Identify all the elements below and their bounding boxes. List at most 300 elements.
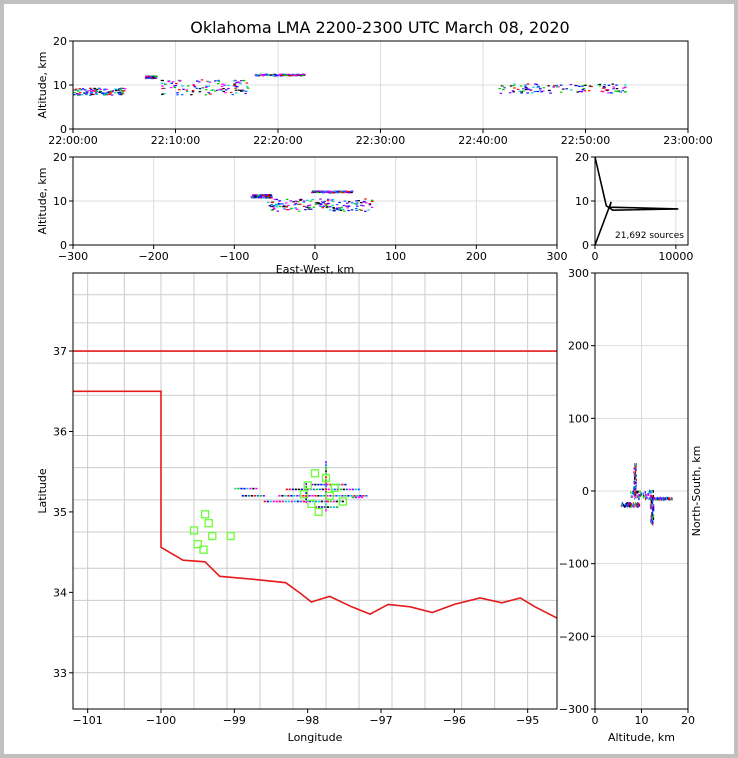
source-point — [624, 84, 627, 85]
source-point — [300, 501, 302, 503]
source-point — [540, 91, 543, 92]
source-point — [328, 206, 331, 207]
source-point — [652, 508, 653, 511]
source-point — [362, 495, 364, 497]
source-point — [85, 93, 88, 94]
source-point — [326, 206, 329, 207]
source-point — [348, 201, 351, 202]
lma-station-marker — [227, 533, 234, 540]
source-point — [634, 497, 635, 500]
source-point — [194, 86, 197, 87]
source-point — [346, 203, 349, 204]
source-point — [360, 202, 363, 203]
source-point — [358, 489, 360, 491]
source-point — [651, 490, 652, 493]
x-tick-label: −98 — [296, 714, 320, 727]
source-point — [316, 489, 318, 491]
source-point — [296, 209, 299, 210]
height-histogram-plot — [575, 151, 693, 263]
source-point — [208, 86, 211, 87]
source-point — [111, 94, 114, 95]
source-point — [615, 85, 618, 86]
source-point — [301, 489, 303, 491]
source-point — [624, 505, 625, 508]
source-point — [295, 489, 297, 491]
source-point — [549, 93, 552, 94]
source-point — [341, 484, 343, 486]
source-point — [336, 209, 339, 210]
source-point — [342, 501, 344, 503]
source-point — [657, 497, 658, 500]
source-point — [315, 204, 318, 205]
source-point — [371, 207, 374, 208]
y-tick-label: −200 — [558, 630, 589, 644]
source-point — [289, 489, 291, 491]
x-tick-label: −101 — [72, 714, 103, 727]
source-point — [344, 495, 346, 497]
source-point — [330, 506, 332, 508]
source-point — [303, 501, 305, 503]
source-point — [256, 195, 259, 196]
source-point — [361, 497, 363, 499]
source-point — [176, 92, 179, 93]
source-point — [534, 91, 537, 92]
source-point — [172, 81, 175, 82]
source-point — [636, 463, 637, 466]
source-point — [104, 94, 107, 95]
source-point — [308, 207, 311, 208]
source-point — [612, 84, 615, 85]
east-west-height-plot — [36, 151, 568, 276]
source-point — [320, 206, 323, 207]
source-point — [325, 500, 327, 502]
source-point — [624, 87, 627, 88]
source-point — [301, 75, 304, 76]
source-point — [124, 88, 127, 89]
source-point — [298, 211, 301, 212]
source-point — [645, 491, 646, 494]
source-point — [317, 495, 319, 497]
source-point — [581, 91, 584, 92]
source-point — [654, 497, 655, 500]
source-point — [294, 75, 297, 76]
source-point — [291, 208, 294, 209]
source-point — [338, 202, 341, 203]
source-point — [335, 495, 337, 497]
source-point — [294, 501, 296, 503]
source-point — [671, 498, 672, 501]
source-point — [242, 90, 245, 91]
source-point — [323, 191, 326, 192]
source-point — [338, 495, 340, 497]
source-point — [359, 495, 361, 497]
north-south-height-plot — [559, 267, 703, 744]
source-point — [321, 506, 323, 508]
source-point — [611, 93, 614, 94]
source-point — [537, 91, 540, 92]
source-point — [347, 210, 350, 211]
source-point — [582, 89, 585, 90]
source-point — [214, 80, 217, 81]
source-point — [360, 210, 363, 211]
source-point — [242, 495, 244, 497]
x-tick-label: 22:20:00 — [253, 134, 303, 147]
source-point — [629, 505, 630, 508]
source-point — [216, 90, 219, 91]
source-point — [531, 92, 534, 93]
y-tick-label: 10 — [53, 195, 67, 208]
source-point — [612, 88, 615, 89]
source-point — [252, 488, 254, 490]
source-point — [239, 83, 242, 84]
source-point — [356, 202, 359, 203]
source-point — [350, 495, 352, 497]
source-point — [340, 489, 342, 491]
source-point — [636, 505, 637, 508]
source-point — [314, 495, 316, 497]
source-point — [182, 89, 185, 90]
source-point — [279, 74, 282, 75]
source-point — [513, 91, 516, 92]
source-point — [273, 208, 276, 209]
source-point — [249, 488, 251, 490]
source-point — [498, 88, 501, 89]
source-point — [84, 89, 87, 90]
source-point — [221, 86, 224, 87]
source-point — [320, 204, 323, 205]
source-point — [303, 201, 306, 202]
source-point — [634, 481, 635, 484]
source-point — [225, 89, 228, 90]
source-point — [502, 89, 505, 90]
source-point — [325, 485, 327, 487]
source-point — [227, 85, 230, 86]
source-point — [300, 199, 303, 200]
figure-title: Oklahoma LMA 2200-2300 UTC March 08, 2020 — [190, 18, 570, 37]
source-point — [96, 94, 99, 95]
source-point — [617, 91, 620, 92]
source-point — [270, 501, 272, 503]
source-point — [246, 82, 249, 83]
source-point — [325, 476, 327, 478]
source-point — [352, 489, 354, 491]
source-point — [631, 503, 632, 506]
source-point — [634, 477, 635, 480]
source-point — [325, 467, 327, 469]
source-point — [173, 86, 176, 87]
source-point — [314, 191, 317, 192]
source-point — [269, 74, 272, 75]
source-point — [267, 196, 270, 197]
source-point — [332, 199, 335, 200]
source-point — [192, 91, 195, 92]
source-point — [246, 488, 248, 490]
source-point — [630, 491, 631, 494]
source-point — [371, 200, 374, 201]
source-point — [297, 501, 299, 503]
source-point — [324, 201, 327, 202]
source-point — [224, 92, 227, 93]
source-point — [217, 80, 220, 81]
source-point — [263, 495, 265, 497]
source-point — [207, 81, 210, 82]
source-point — [303, 206, 306, 207]
x-tick-label: 23:00:00 — [663, 134, 713, 147]
source-point — [251, 495, 253, 497]
x-axis-label: East-West, km — [275, 263, 355, 276]
source-point — [81, 94, 84, 95]
source-point — [340, 207, 343, 208]
source-point — [332, 201, 335, 202]
source-point — [263, 196, 266, 197]
source-point — [345, 191, 348, 192]
source-point — [282, 501, 284, 503]
source-point — [255, 74, 258, 75]
source-point — [336, 506, 338, 508]
source-point — [621, 503, 622, 506]
source-point — [281, 203, 284, 204]
source-point — [146, 76, 149, 77]
source-point — [257, 495, 259, 497]
source-point — [645, 498, 646, 501]
source-point — [325, 461, 327, 463]
x-axis-label: Altitude, km — [607, 731, 676, 744]
source-point — [277, 211, 280, 212]
source-point — [330, 501, 332, 503]
source-point — [236, 86, 239, 87]
source-point — [356, 206, 359, 207]
source-point — [289, 75, 292, 76]
source-point — [270, 196, 273, 197]
y-tick-label: 36 — [53, 425, 67, 439]
source-point — [584, 85, 587, 86]
source-point — [603, 87, 606, 88]
source-point — [304, 209, 307, 210]
source-point — [179, 80, 182, 81]
source-point — [648, 498, 649, 501]
source-point — [308, 209, 311, 210]
source-point — [653, 514, 654, 517]
source-point — [325, 488, 327, 490]
source-point — [599, 85, 602, 86]
source-point — [670, 498, 671, 501]
source-point — [199, 88, 202, 89]
source-point — [272, 75, 275, 76]
source-point — [283, 206, 286, 207]
x-tick-label: −200 — [138, 250, 169, 263]
source-point — [217, 83, 220, 84]
source-point — [367, 209, 370, 210]
source-point — [339, 208, 342, 209]
source-point — [270, 204, 273, 205]
source-point — [290, 495, 292, 497]
plan-view-map — [36, 273, 557, 744]
source-point — [521, 91, 524, 92]
source-point — [543, 87, 546, 88]
source-point — [636, 485, 637, 488]
y-tick-label: −100 — [558, 557, 589, 571]
source-point — [287, 495, 289, 497]
lma-station-marker — [209, 533, 216, 540]
source-point — [260, 197, 263, 198]
source-point — [560, 92, 563, 93]
source-point — [262, 75, 265, 76]
source-point — [649, 490, 650, 493]
source-point — [318, 506, 320, 508]
source-point — [322, 206, 325, 207]
source-point — [122, 93, 125, 94]
source-point — [651, 500, 652, 503]
lma-figure — [4, 4, 734, 754]
source-point — [327, 200, 330, 201]
source-point — [235, 90, 238, 91]
source-point — [170, 87, 173, 88]
source-point — [346, 489, 348, 491]
source-point — [327, 199, 330, 200]
source-point — [320, 191, 323, 192]
source-point — [522, 90, 525, 91]
source-point — [327, 506, 329, 508]
source-point — [271, 210, 274, 211]
y-axis-label: Altitude, km — [36, 167, 49, 235]
source-point — [86, 91, 89, 92]
source-point — [234, 488, 236, 490]
y-tick-label: 200 — [568, 339, 589, 353]
source-point — [643, 496, 644, 499]
source-point — [201, 79, 204, 80]
source-point — [346, 207, 349, 208]
source-point — [274, 199, 277, 200]
source-point — [274, 74, 277, 75]
source-point — [196, 88, 199, 89]
source-point — [358, 497, 360, 499]
x-tick-label: 22:40:00 — [458, 134, 508, 147]
source-point — [583, 88, 586, 89]
source-point — [240, 488, 242, 490]
source-point — [502, 86, 505, 87]
source-point — [548, 90, 551, 91]
y-tick-label: 33 — [53, 666, 67, 680]
source-point — [524, 84, 527, 85]
source-point — [578, 86, 581, 87]
source-point — [635, 492, 636, 495]
source-point — [331, 191, 334, 192]
source-point — [652, 521, 653, 524]
source-point — [666, 497, 667, 500]
source-point — [181, 94, 184, 95]
source-point — [607, 92, 610, 93]
source-point — [155, 76, 158, 77]
source-point — [278, 495, 280, 497]
y-tick-label: 0 — [60, 239, 67, 252]
x-tick-label: −96 — [442, 714, 466, 727]
source-point — [349, 489, 351, 491]
source-point — [526, 88, 529, 89]
source-point — [273, 501, 275, 503]
y-tick-label: 10 — [53, 79, 67, 92]
source-point — [319, 199, 322, 200]
x-tick-label: 0 — [591, 250, 599, 263]
source-point — [613, 86, 616, 87]
source-point — [577, 91, 580, 92]
source-point — [340, 191, 343, 192]
source-point — [664, 498, 665, 501]
source-point — [287, 205, 290, 206]
source-point — [238, 90, 241, 91]
source-point — [297, 74, 300, 75]
source-point — [181, 85, 184, 86]
source-point — [517, 89, 520, 90]
source-point — [234, 88, 237, 89]
source-point — [223, 91, 226, 92]
source-point — [510, 85, 513, 86]
source-point — [343, 205, 346, 206]
source-point — [193, 85, 196, 86]
source-point — [638, 504, 639, 507]
source-point — [639, 490, 640, 493]
source-point — [328, 489, 330, 491]
source-point — [342, 191, 345, 192]
source-point — [647, 497, 648, 500]
source-point — [602, 91, 605, 92]
source-point — [283, 74, 286, 75]
source-point — [325, 509, 327, 511]
source-point — [309, 201, 312, 202]
x-tick-label: 10 — [634, 714, 649, 727]
source-point — [321, 202, 324, 203]
source-point — [333, 506, 335, 508]
source-point — [362, 205, 365, 206]
x-tick-label: 22:50:00 — [560, 134, 611, 147]
source-point — [174, 87, 177, 88]
source-point — [633, 471, 634, 474]
source-point — [513, 87, 516, 88]
source-point — [547, 85, 550, 86]
source-point — [309, 205, 312, 206]
source-point — [653, 490, 654, 493]
source-point — [161, 88, 164, 89]
source-point — [651, 522, 652, 525]
source-point — [235, 92, 238, 93]
source-point — [146, 78, 149, 79]
y-tick-label: 20 — [575, 151, 589, 164]
lma-station-marker — [315, 508, 322, 515]
source-point — [312, 199, 315, 200]
source-point — [343, 489, 345, 491]
x-tick-label: 300 — [546, 250, 568, 263]
source-point — [527, 83, 530, 84]
source-point — [230, 92, 233, 93]
y-tick-label: 0 — [582, 485, 589, 498]
source-point — [355, 204, 358, 205]
source-point — [652, 510, 653, 513]
source-point — [323, 484, 325, 486]
source-point — [342, 192, 345, 193]
source-point — [636, 479, 637, 482]
source-point — [500, 93, 503, 94]
source-point — [245, 495, 247, 497]
source-point — [539, 89, 542, 90]
source-point — [608, 85, 611, 86]
source-point — [99, 89, 102, 90]
x-tick-label: 10000 — [658, 250, 694, 263]
source-point — [267, 202, 270, 203]
source-point — [152, 76, 155, 77]
source-point — [165, 83, 168, 84]
source-point — [279, 200, 282, 201]
source-point — [311, 495, 313, 497]
source-point — [356, 495, 358, 497]
